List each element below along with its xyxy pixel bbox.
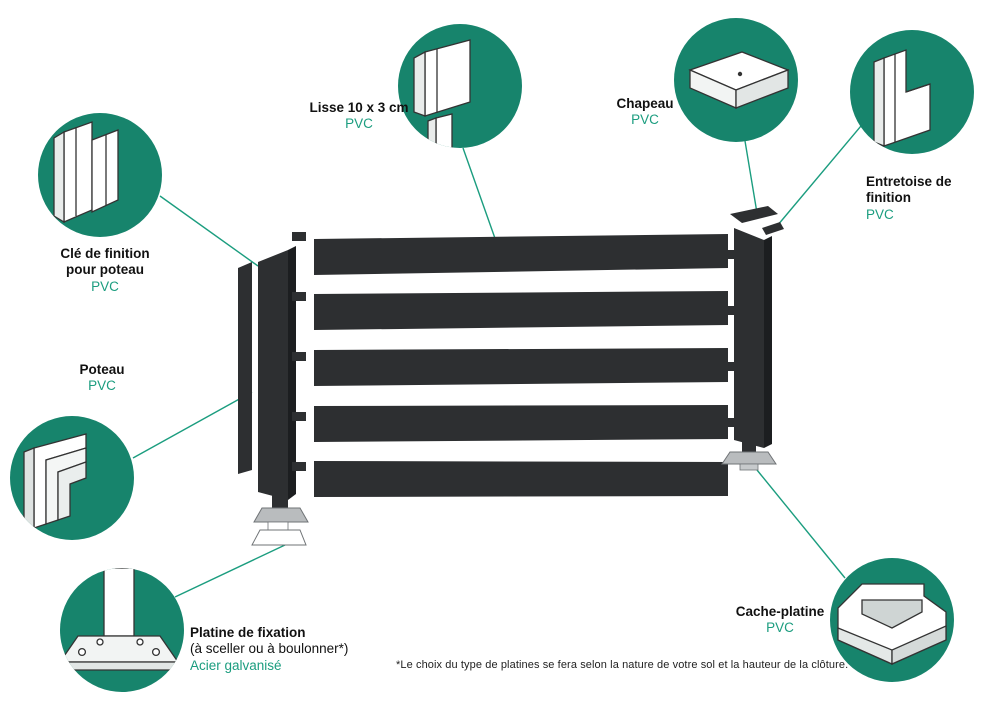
label-platine-material: Acier galvanisé: [190, 657, 282, 673]
label-cle-main: Clé de finition: [60, 246, 150, 261]
poteau-gauche-side: [288, 246, 296, 500]
label-entretoise: [866, 174, 996, 223]
lisse-5: [314, 461, 728, 497]
label-cle-material: PVC: [91, 278, 119, 294]
label-entretoise-sub: finition: [866, 190, 911, 206]
lisse-1: [314, 234, 728, 275]
label-poteau: [22, 362, 182, 395]
fence-assembly: [238, 206, 784, 545]
bracket-left-1: [292, 232, 306, 241]
bracket-left-3: [292, 352, 306, 361]
platine-right-foot: [740, 464, 758, 470]
connector-lisse: [463, 148, 497, 244]
connector-poteau: [133, 392, 252, 458]
lisse-2: [314, 291, 728, 330]
footnote-text: *Le choix du type de platines se fera selon la nature de votre sol et la hauteur de la clôture.: [396, 659, 849, 671]
label-lisse: [264, 100, 454, 133]
label-lisse-main: Lisse 10 x 3 cm: [309, 100, 409, 115]
callout-poteau: [10, 416, 134, 540]
label-chapeau-material: PVC: [631, 112, 659, 128]
bracket-left-4: [292, 412, 306, 421]
label-chapeau-main: Chapeau: [616, 96, 674, 111]
bracket-right-3: [724, 362, 738, 371]
callout-cle-de-finition: [38, 113, 162, 237]
label-platine-sub: (à sceller ou à boulonner*): [190, 641, 349, 657]
bracket-right-2: [724, 306, 738, 315]
label-cache-platine-material: PVC: [766, 620, 794, 636]
platine-right-stem: [742, 430, 756, 452]
bracket-right-4: [724, 418, 738, 427]
label-chapeau: [570, 96, 720, 129]
poteau-droit-side: [764, 236, 772, 448]
poteau-gauche-part: [258, 250, 288, 500]
poteau-droit-part: [734, 228, 764, 448]
label-cache-platine-main: Cache-platine: [735, 604, 825, 619]
platine-right-plate: [722, 452, 776, 464]
label-entretoise-main: Entretoise de: [866, 174, 952, 189]
bracket-right-1: [724, 250, 738, 259]
platine-left-stem: [272, 486, 288, 508]
lisse-3: [314, 348, 728, 386]
connector-cache-platine: [757, 470, 845, 578]
connector-chapeau: [745, 141, 757, 213]
callout-lisse: [398, 24, 522, 164]
bracket-left-5: [292, 462, 306, 471]
lisse-4: [314, 405, 728, 442]
label-platine: [190, 625, 420, 674]
platine-left-foot: [268, 522, 288, 530]
label-platine-main: Platine de fixation: [190, 625, 306, 640]
label-poteau-main: Poteau: [79, 362, 125, 377]
callout-entretoise: [850, 30, 974, 154]
bracket-left-2: [292, 292, 306, 301]
platine-left-plate: [254, 508, 308, 522]
label-cle-de-finition: [10, 246, 200, 295]
chapeau-part: [730, 206, 778, 223]
label-lisse-material: PVC: [345, 116, 373, 132]
cle-de-finition-part: [238, 262, 252, 474]
entretoise-part: [762, 222, 784, 235]
connector-entretoise: [772, 120, 866, 232]
connector-platine: [175, 545, 285, 597]
label-entretoise-material: PVC: [866, 206, 894, 222]
label-poteau-material: PVC: [88, 378, 116, 394]
platine-left-base: [252, 530, 306, 545]
label-cle-sub: pour poteau: [66, 262, 144, 278]
callout-platine: [60, 568, 184, 692]
label-cache-platine: [690, 604, 870, 637]
